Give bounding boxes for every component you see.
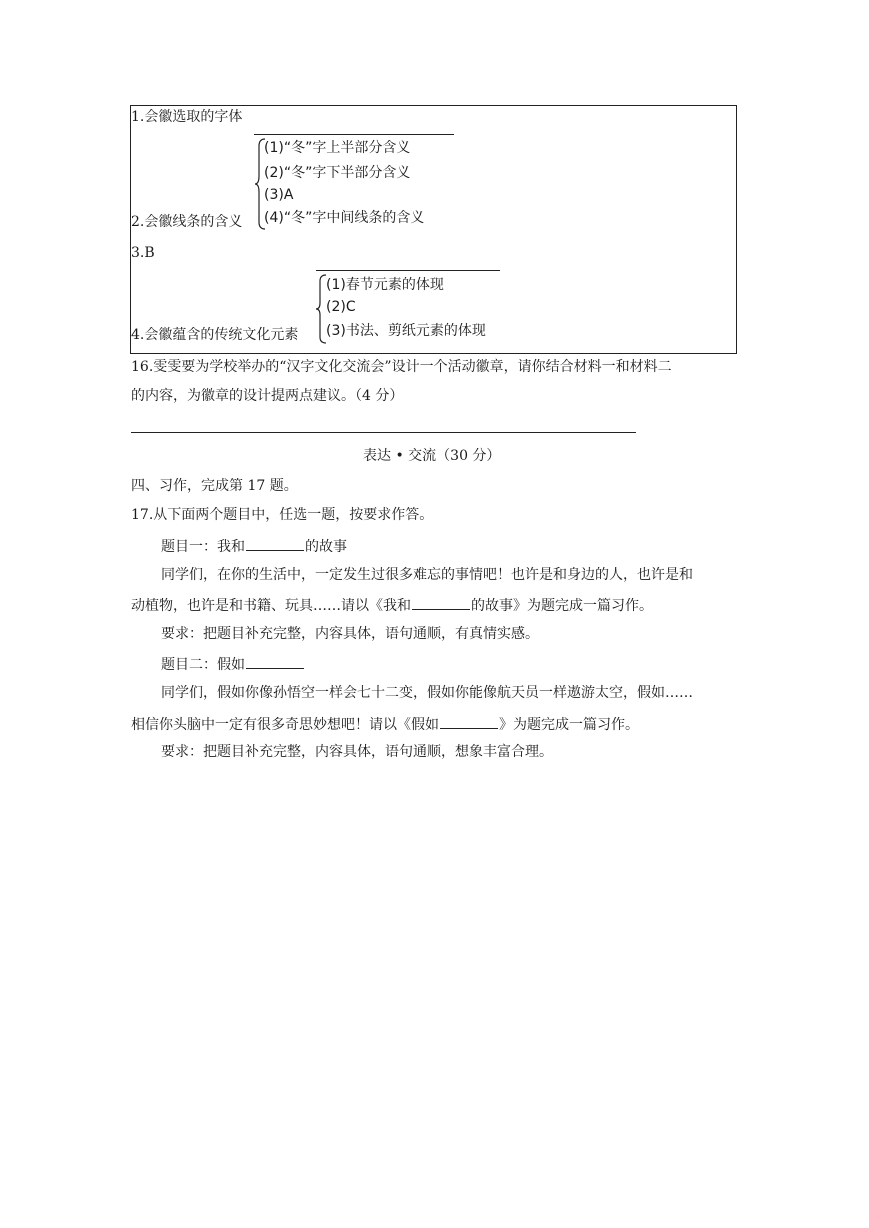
answer-line[interactable] (131, 432, 636, 433)
section-title: 表达 • 交流（30 分） (363, 448, 501, 464)
outline-sub-4-3: (3)书法、剪纸元素的体现 (326, 323, 486, 339)
fill-blank[interactable] (246, 654, 304, 669)
outline-sub-2-4: (4)“冬”字中间线条的含义 (264, 210, 425, 226)
fill-blank[interactable] (246, 536, 304, 551)
outline-sub-2-2: (2)“冬”字下半部分含义 (264, 165, 411, 181)
fill-blank[interactable] (440, 714, 498, 729)
topic-1-desc-line1: 同学们，在你的生活中，一定发生过很多难忘的事情吧！也许是和身边的人，也许是和 (161, 567, 693, 583)
question-17-intro: 17.从下面两个题目中，任选一题，按要求作答。 (131, 507, 434, 523)
part-4-heading: 四、习作，完成第 17 题。 (131, 478, 298, 494)
question-16-line1: 16.雯雯要为学校举办的“汉字文化交流会”设计一个活动徽章，请你结合材料一和材料二 (131, 359, 672, 375)
topic-1-title: 题目一：我和 的故事 (161, 536, 347, 556)
topic-1-requirement: 要求：把题目补充完整，内容具体，语句通顺，有真情实感。 (161, 626, 539, 642)
topic-2-title: 题目二：假如 (161, 654, 305, 674)
question-16-line2: 的内容，为徽章的设计提两点建议。（4 分） (131, 388, 404, 404)
topic-2-requirement: 要求：把题目补充完整，内容具体，语句通顺，想象丰富合理。 (161, 744, 553, 760)
topic-1-desc-line2: 动植物，也许是和书籍、玩具……请以《我和 的故事》为题完成一篇习作。 (131, 595, 653, 615)
outline-item-2: 2.会徽线条的含义 (131, 214, 243, 230)
outline-sub-4-1: (1)春节元素的体现 (326, 277, 444, 293)
topic-2-desc-line1: 同学们，假如你像孙悟空一样会七十二变，假如你能像航天员一样遨游太空，假如…… (161, 685, 693, 701)
blank-line (316, 270, 500, 271)
topic-2-desc-line2: 相信你头脑中一定有很多奇思妙想吧！请以《假如 》为题完成一篇习作。 (131, 714, 639, 734)
outline-item-3: 3.B (131, 245, 155, 261)
outline-sub-2-1: (1)“冬”字上半部分含义 (264, 140, 411, 156)
outline-sub-2-3: (3)A (264, 187, 294, 203)
fill-blank[interactable] (412, 595, 470, 610)
outline-sub-4-2: (2)C (326, 299, 356, 315)
outline-item-1: 1.会徽选取的字体 (131, 109, 243, 125)
outline-item-4: 4.会徽蕴含的传统文化元素 (131, 327, 299, 343)
blank-line (254, 134, 454, 135)
